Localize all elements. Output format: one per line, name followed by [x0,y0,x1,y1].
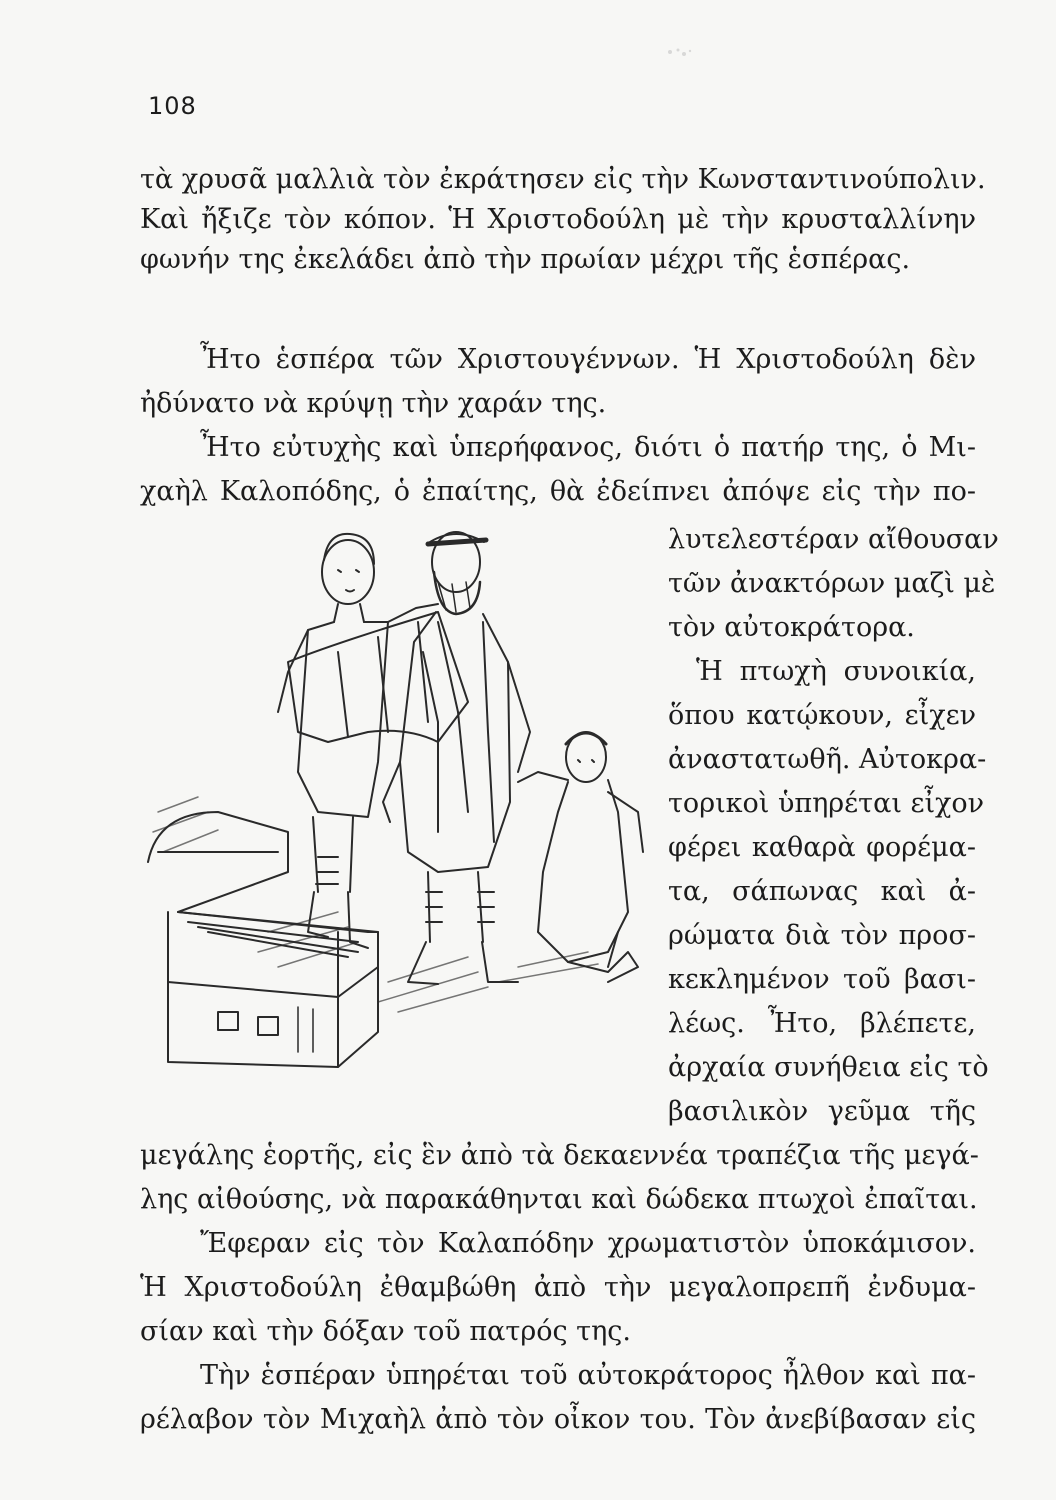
column-line: κεκλημένον τοῦ βασι- [668,964,976,995]
floor-hatching [153,797,598,1012]
text-line: σίαν καὶ τὴν δόξαν τοῦ πατρός της. [140,1316,631,1347]
text-line: φωνήν της ἐκελάδει ἀπὸ τὴν πρωίαν μέχρι τῆς ἑσπέρας. [140,244,911,275]
column-line: λέως. Ἦτο, βλέπετε, [668,1008,976,1039]
column-line: τα, σάπωνας καὶ ἀ- [668,876,976,907]
text-line: Ἡ Χριστοδούλη ἐθαμβώθη ἀπὸ τὴν μεγαλοπρεπῆ ἐνδυμα- [140,1272,976,1303]
column-line: ὅπου κατῴκουν, εἶχεν [668,700,976,731]
text-line: ρέλαβον τὸν Μιχαὴλ ἀπὸ τὸν οἶκον του. Τὸν ἀνεβίβασαν εἰς [140,1404,976,1435]
text-line: Ἦτο εὐτυχὴς καὶ ὑπερήφανος, διότι ὁ πατήρ της, ὁ Μι- [200,432,976,463]
treasure-chest [148,812,378,1067]
text-line: λης αἰθούσης, νὰ παρακάθηνται καὶ δώδεκα πτωχοὶ ἐπαῖται. [140,1184,978,1215]
text-line: χαὴλ Καλοπόδης, ὁ ἐπαίτης, θὰ ἐδείπνει ἀπόψε εἰς τὴν πο- [140,476,976,507]
column-line: βασιλικὸν γεῦμα τῆς [668,1096,976,1127]
text-line: μεγάλης ἑορτῆς, εἰς ἓν ἀπὸ τὰ δεκαεννέα τραπέζια τῆς μεγά- [140,1140,979,1171]
page-number: 108 [148,92,197,120]
illustration [138,512,658,1112]
text-line: Καὶ ἤξιζε τὸν κόπον. Ἡ Χριστοδούλη μὲ τὴν κρυσταλλίνην [140,204,976,235]
girl-figure [278,534,438,948]
text-line: ἠδύνατο νὰ κρύψῃ τὴν χαράν της. [140,388,607,419]
text-line: τὰ χρυσᾶ μαλλιὰ τὸν ἐκράτησεν εἰς τὴν Κωνσταντινούπολιν. [140,164,986,195]
servant-figure [518,732,643,982]
column-line: ἀρχαία συνήθεια εἰς τὸ [668,1052,989,1083]
column-line: φέρει καθαρὰ φορέμα- [668,832,976,863]
column-line: τῶν ἀνακτόρων μαζὶ μὲ [668,568,996,599]
column-line: ρώματα διὰ τὸν προσ- [668,920,976,951]
ink-smudge [650,40,710,70]
column-line: τὸν αὐτοκράτορα. [668,612,915,643]
column-line: Ἡ πτωχὴ συνοικία, [696,656,976,687]
column-line: τορικοὶ ὑπηρέται εἶχον [668,788,985,819]
text-line: Ἔφεραν εἰς τὸν Καλαπόδην χρωματιστὸν ὑποκάμισον. [200,1228,976,1259]
column-line: ἀναστατωθῆ. Αὐτοκρα- [668,744,987,775]
text-line: Ἦτο ἑσπέρα τῶν Χριστουγέννων. Ἡ Χριστοδούλη δὲν [200,344,976,375]
column-line: λυτελεστέραν αἴθουσαν [668,524,999,555]
text-line: Τὴν ἑσπέραν ὑπηρέται τοῦ αὐτοκράτορος ἦλθον καὶ πα- [200,1360,976,1391]
father-figure [383,532,530,984]
